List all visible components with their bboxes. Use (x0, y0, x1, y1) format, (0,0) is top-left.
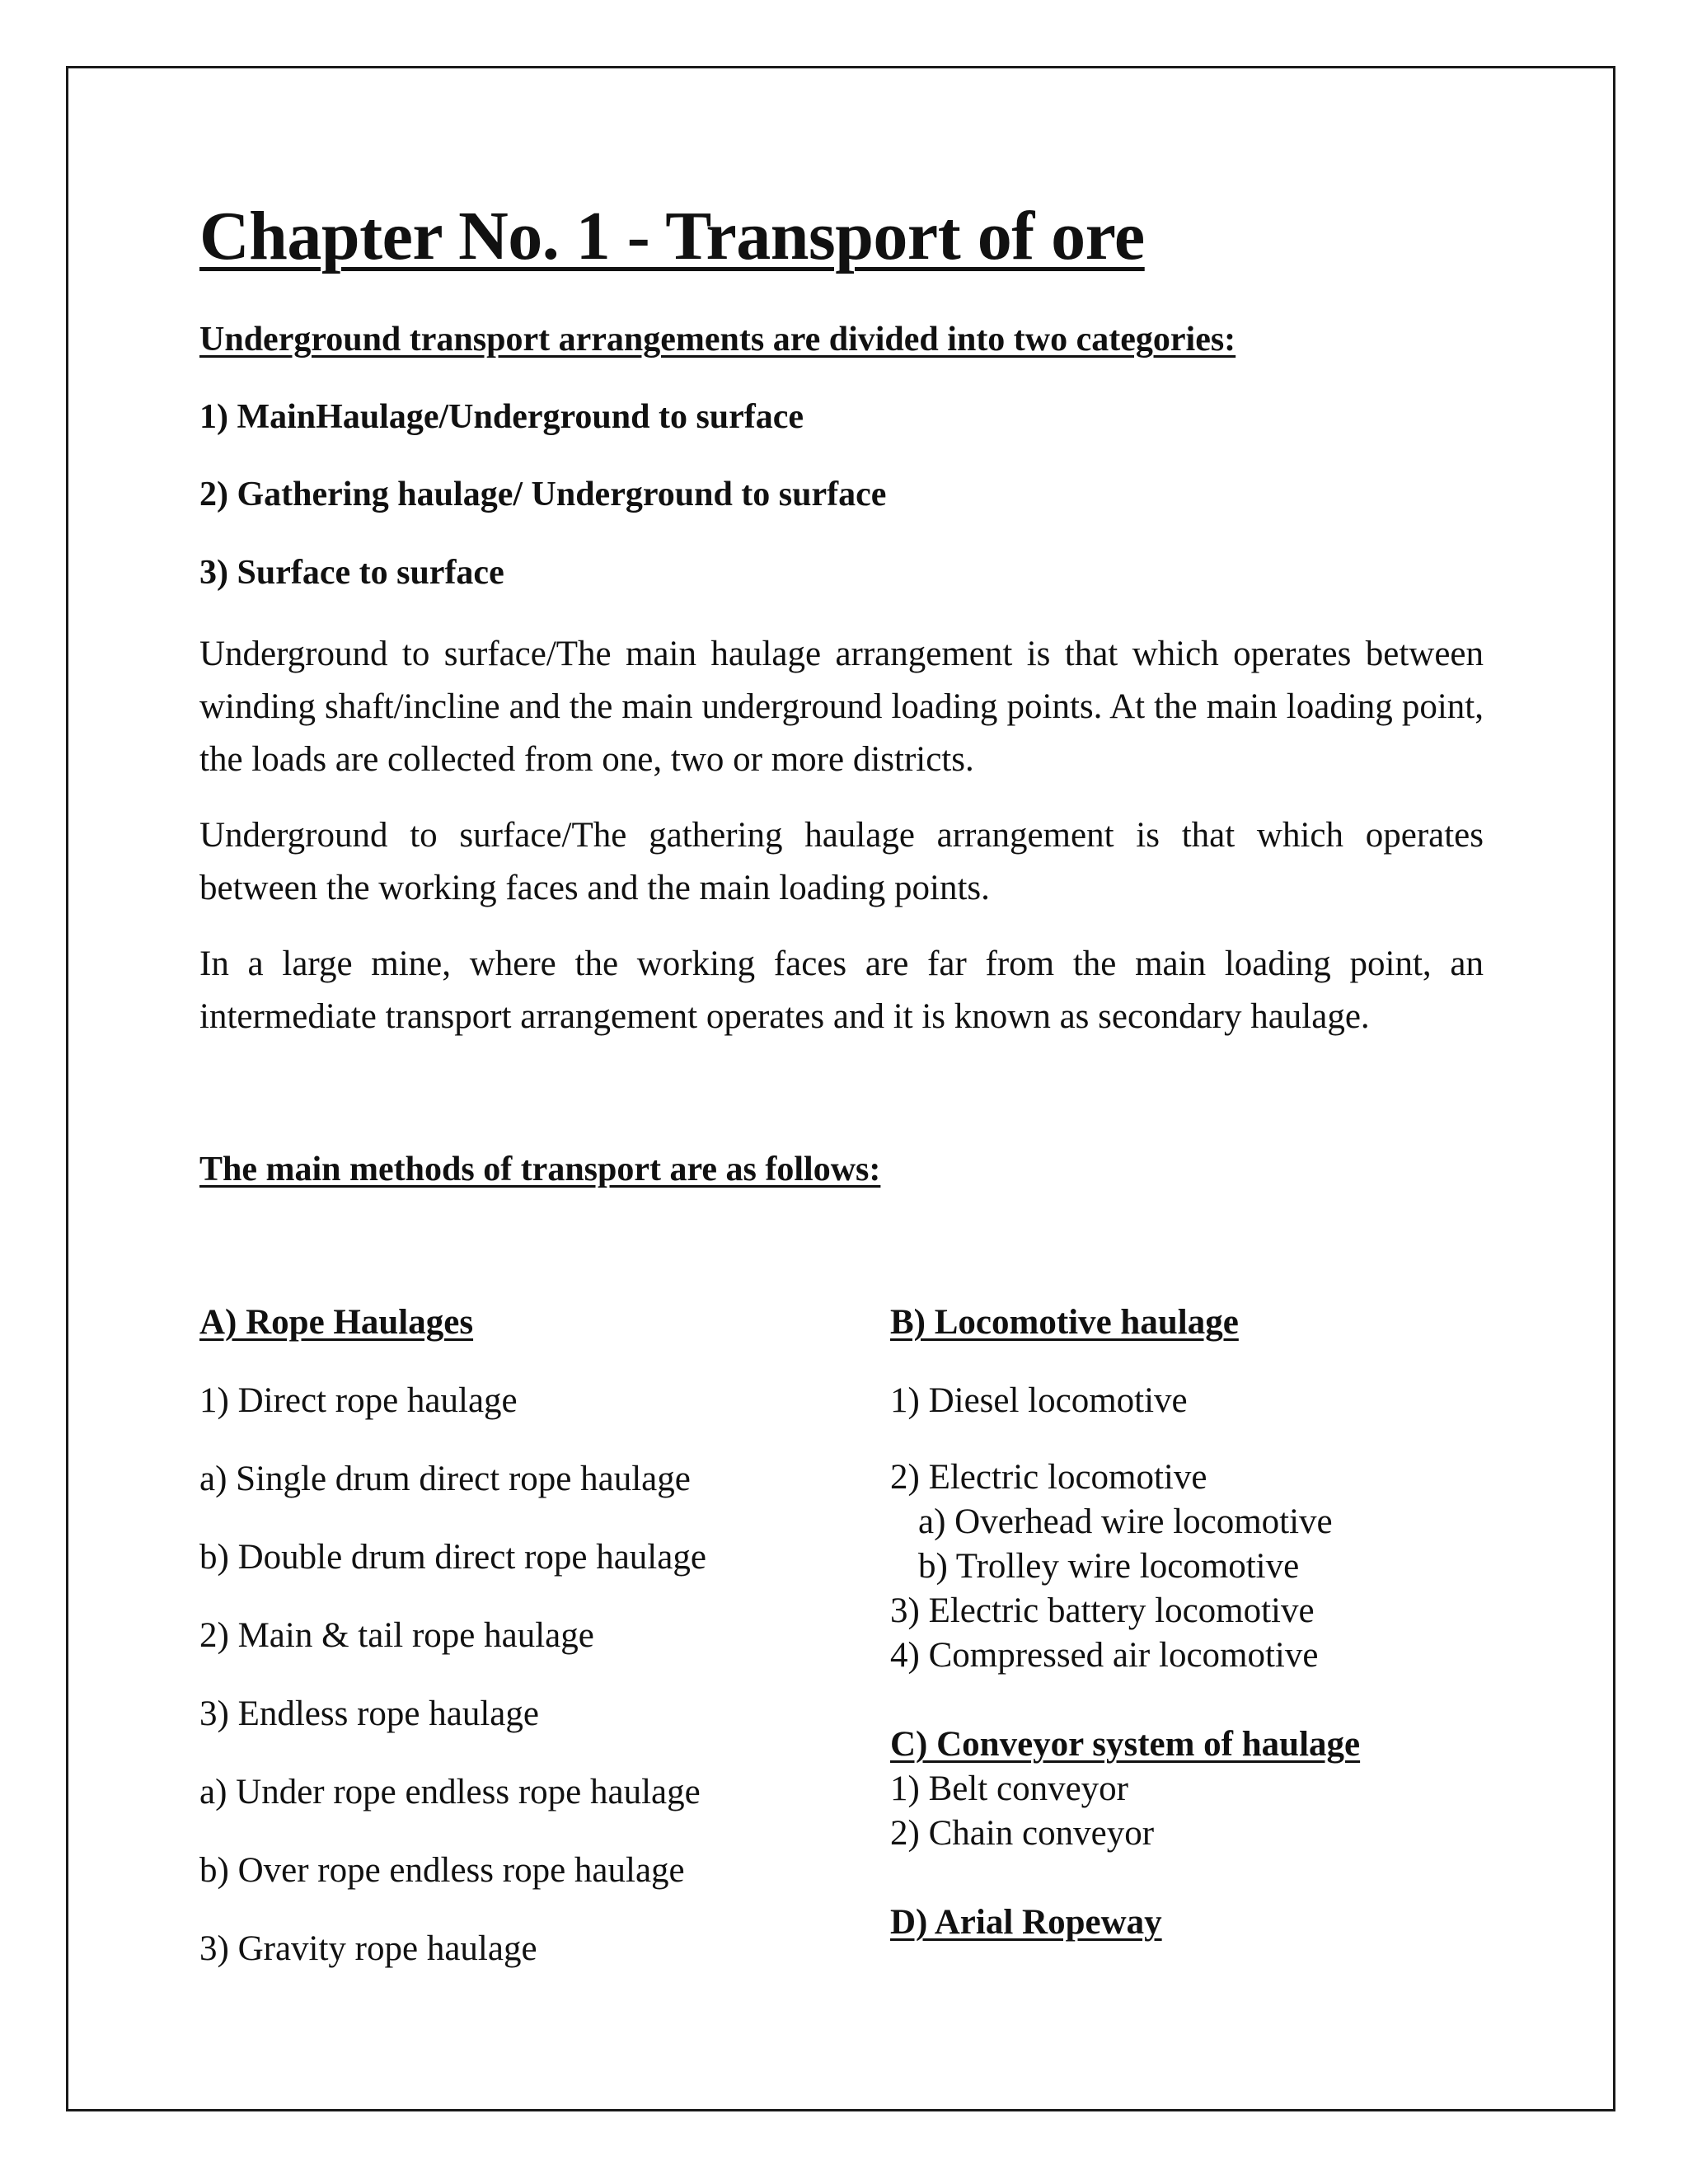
category-item: 3) Surface to surface (199, 554, 504, 592)
category-item: 1) MainHaulage/Underground to surface (199, 398, 804, 436)
list-item: 2) Chain conveyor (890, 1814, 1155, 1853)
list-item: a) Under rope endless rope haulage (199, 1773, 701, 1811)
list-item: a) Overhead wire locomotive (918, 1502, 1333, 1541)
intro-heading: Underground transport arrangements are divided into two categories: (199, 321, 1236, 359)
section-c-heading: C) Conveyor system of haulage (890, 1725, 1361, 1764)
list-item: b) Over rope endless rope haulage (199, 1851, 685, 1890)
list-item: 3) Gravity rope haulage (199, 1929, 537, 1968)
list-item: 1) Diesel locomotive (890, 1381, 1188, 1420)
section-d-heading: D) Arial Ropeway (890, 1903, 1162, 1942)
list-item: 4) Compressed air locomotive (890, 1636, 1319, 1675)
section-a-heading: A) Rope Haulages (199, 1303, 474, 1342)
section-b-heading: B) Locomotive haulage (890, 1303, 1239, 1342)
paragraph-gathering-haulage: Underground to surface/The gathering haulage arrangement is that which operates between the working faces and the main loading points. (199, 816, 1484, 907)
chapter-title: Chapter No. 1 - Transport of ore (199, 198, 1145, 274)
methods-heading: The main methods of transport are as follows: (199, 1151, 881, 1188)
list-item: 3) Electric battery locomotive (890, 1591, 1315, 1630)
list-item: 2) Electric locomotive (890, 1458, 1207, 1497)
list-item: a) Single drum direct rope haulage (199, 1460, 691, 1498)
list-item: 3) Endless rope haulage (199, 1694, 539, 1733)
list-item: 2) Main & tail rope haulage (199, 1616, 594, 1655)
paragraph-secondary-haulage: In a large mine, where the working faces are far from the main loading point, an intermediate transport arrangement operates and it is known as secondary haulage. (199, 944, 1484, 1036)
list-item: b) Double drum direct rope haulage (199, 1538, 706, 1577)
category-item: 2) Gathering haulage/ Underground to surface (199, 476, 887, 513)
list-item: b) Trolley wire locomotive (918, 1547, 1300, 1586)
list-item: 1) Belt conveyor (890, 1769, 1128, 1808)
list-item: 1) Direct rope haulage (199, 1381, 518, 1420)
paragraph-main-haulage: Underground to surface/The main haulage arrangement is that which operates between winding shaft/incline and the main underground loading points. At the main loading point, the loads are collected from one, two or more districts. (199, 635, 1484, 779)
